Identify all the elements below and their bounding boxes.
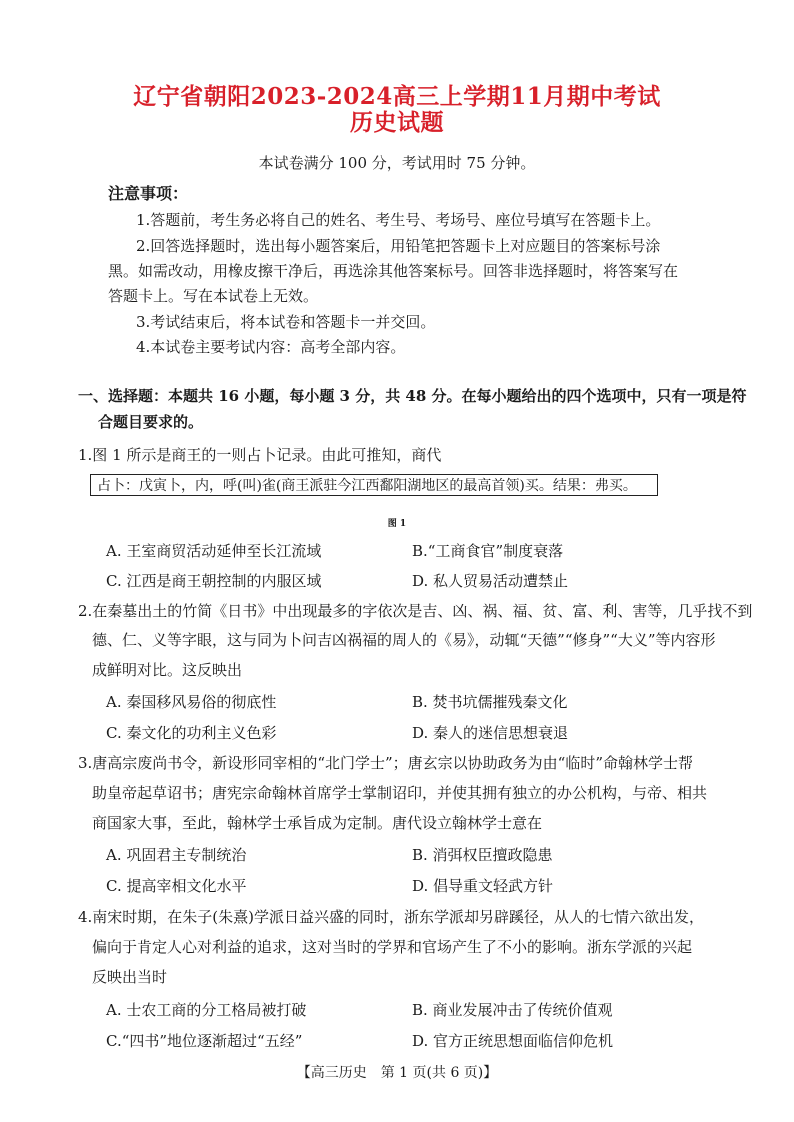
question-4-option-b: B. 商业发展冲击了传统价值观 [412, 1001, 613, 1019]
exam-subtitle: 历史试题 [350, 109, 444, 136]
page-footer: 【高三历史 第 1 页(共 6 页)】 [296, 1065, 498, 1081]
notice-line: 1.答题前，考生务必将自己的姓名、考生号、考场号、座位号填写在答题卡上。 [136, 211, 661, 229]
question-2-stem: 德、仁、义等字眼，这与同为卜问吉凶祸福的周人的《易》，动辄“天德”“修身”“大义”等内容形 [92, 631, 716, 649]
question-4-option-c: C.“四书”地位逐渐超过“五经” [106, 1032, 303, 1050]
exam-title: 辽宁省朝阳2023-2024高三上学期11月期中考试 [133, 83, 661, 110]
question-2-option-b: B. 焚书坑儒摧残秦文化 [412, 693, 568, 711]
question-3-stem: 3.唐高宗废尚书令，新设形同宰相的“北门学士”；唐玄宗以协助政务为由“临时”命翰林学士帮 [78, 754, 693, 772]
notice-line: 2.回答选择题时，选出每小题答案后，用铅笔把答题卡上对应题目的答案标号涂 [136, 237, 661, 255]
notice-line: 4.本试卷主要考试内容：高考全部内容。 [136, 338, 406, 356]
question-1-option-c: C. 江西是商王朝控制的内服区域 [106, 572, 322, 590]
question-4-stem: 偏向于肯定人心对利益的追求，这对当时的学界和官场产生了不小的影响。浙东学派的兴起 [92, 938, 693, 956]
question-1-option-b: B.“工商食官”制度衰落 [412, 542, 564, 560]
question-3-option-b: B. 消弭权臣擅政隐患 [412, 846, 553, 864]
question-2-option-a: A. 秦国移风易俗的彻底性 [106, 693, 277, 711]
question-4-stem: 4.南宋时期，在朱子(朱熹)学派日益兴盛的同时，浙东学派却另辟蹊径，从人的七情六欲出发， [78, 908, 705, 926]
notice-line: 3.考试结束后，将本试卷和答题卡一并交回。 [136, 313, 436, 331]
question-2-stem: 成鲜明对比。这反映出 [92, 661, 243, 679]
question-1-option-a: A. 王室商贸活动延伸至长江流域 [106, 542, 322, 560]
question-3-option-c: C. 提高宰相文化水平 [106, 877, 247, 895]
question-3-stem: 助皇帝起草诏书；唐宪宗命翰林首席学士掌制诏印，并使其拥有独立的办公机构，与帝、相共 [92, 784, 708, 802]
question-4-stem: 反映出当时 [92, 968, 168, 986]
question-1-option-d: D. 私人贸易活动遭禁止 [412, 572, 569, 590]
question-1-stem: 1.图 1 所示是商王的一则占卜记录。由此可推知，商代 [78, 446, 442, 464]
question-2-option-d: D. 秦人的迷信思想衰退 [412, 724, 569, 742]
notice-line: 答题卡上。写在本试卷上无效。 [108, 287, 319, 305]
section-heading: 一、选择题：本题共 16 小题，每小题 3 分，共 48 分。在每小题给出的四个选项中，只有一项是符 [78, 387, 747, 405]
question-4-option-d: D. 官方正统思想面临信仰危机 [412, 1032, 614, 1050]
question-3-option-d: D. 倡导重文轻武方针 [412, 877, 554, 895]
question-2-stem: 2.在秦墓出土的竹简《日书》中出现最多的字依次是吉、凶、祸、福、贫、富、利、害等，几乎找不到 [78, 602, 753, 620]
question-2-option-c: C. 秦文化的功利主义色彩 [106, 724, 277, 742]
question-3-stem: 商国家大事，至此，翰林学士承旨成为定制。唐代设立翰林学士意在 [92, 814, 543, 832]
exam-info: 本试卷满分 100 分，考试用时 75 分钟。 [258, 154, 536, 172]
section-heading-cont: 合题目要求的。 [98, 413, 204, 431]
question-3-option-a: A. 巩固君主专制统治 [106, 846, 247, 864]
notice-line: 黑。如需改动，用橡皮擦干净后，再选涂其他答案标号。回答非选择题时，将答案写在 [108, 262, 679, 280]
figure-1-label: 图 1 [387, 519, 407, 529]
question-1-divination-box: 占卜：戊寅卜，内，呼(叫)雀(商王派驻今江西鄱阳湖地区的最高首领)买。结果：弗买。 [90, 474, 658, 496]
notice-heading: 注意事项： [108, 184, 189, 203]
question-4-option-a: A. 士农工商的分工格局被打破 [106, 1001, 307, 1019]
